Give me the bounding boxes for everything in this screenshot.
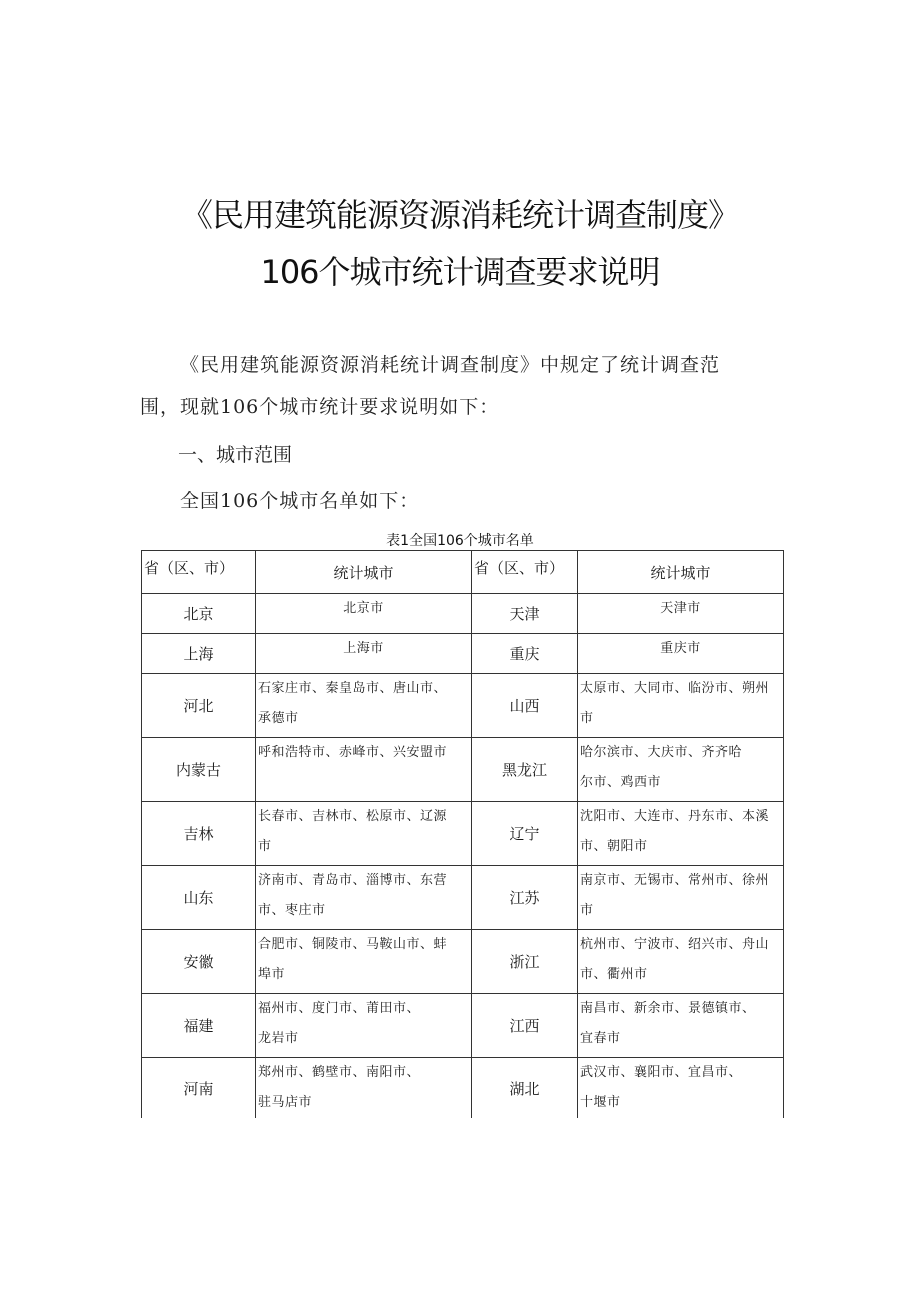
city-text: 市、衢州市 <box>580 967 648 982</box>
city-text: 南京市、无锡市、常州市、徐州 <box>580 873 770 888</box>
city-text: 哈尔滨市、大庆市、齐齐哈 <box>580 745 743 760</box>
header-cities-right: 统计城市 <box>578 551 784 594</box>
city-text: 南昌市、新余市、景德镇市、 <box>580 1001 756 1016</box>
cities-cell <box>256 866 472 930</box>
table-header-row <box>142 551 784 594</box>
cities-cell <box>578 738 784 802</box>
cities-cell <box>256 634 472 674</box>
cities-cell <box>578 634 784 674</box>
city-list-intro: 全国106个城市名单如下： <box>180 490 420 512</box>
table-row <box>142 674 784 738</box>
province-cell: 江西 <box>472 994 578 1058</box>
city-text: 呼和浩特市、赤峰市、兴安盟市 <box>258 745 448 760</box>
cities-cell <box>578 594 784 634</box>
city-text: 北京市 <box>343 601 384 616</box>
document-title-line1: 《民用建筑能源资源消耗统计调查制度》 <box>180 196 739 234</box>
city-list-table <box>141 550 784 1118</box>
province-cell: 河南 <box>142 1058 256 1119</box>
province-cell: 北京 <box>142 594 256 634</box>
city-text: 十堰市 <box>580 1095 621 1110</box>
table-row <box>142 930 784 994</box>
city-text: 驻马店市 <box>258 1095 313 1110</box>
province-cell: 山东 <box>142 866 256 930</box>
header-province-right: 省（区、市） <box>472 551 578 594</box>
cities-cell <box>578 994 784 1058</box>
province-cell: 天津 <box>472 594 578 634</box>
header-province-left: 省（区、市） <box>142 551 256 594</box>
cities-cell <box>256 1058 472 1119</box>
intro-paragraph-line1: 《民用建筑能源资源消耗统计调查制度》中规定了统计调查范 <box>180 354 721 376</box>
city-text: 市 <box>580 711 594 726</box>
province-cell: 内蒙古 <box>142 738 256 802</box>
cities-cell <box>578 802 784 866</box>
city-text: 市、朝阳市 <box>580 839 648 854</box>
province-cell: 安徽 <box>142 930 256 994</box>
city-text: 杭州市、宁波市、绍兴市、舟山 <box>580 937 770 952</box>
intro-paragraph-line2: 围，现就106个城市统计要求说明如下： <box>140 396 500 418</box>
city-text: 济南市、青岛市、淄博市、东营 <box>258 873 448 888</box>
city-text: 合肥市、铜陵市、马鞍山市、蚌 <box>258 937 448 952</box>
city-text: 市、枣庄市 <box>258 903 326 918</box>
province-cell: 浙江 <box>472 930 578 994</box>
city-text: 武汉市、襄阳市、宜昌市、 <box>580 1065 743 1080</box>
city-text: 福州市、度门市、莆田市、 <box>258 1001 421 1016</box>
table-row <box>142 866 784 930</box>
province-cell: 辽宁 <box>472 802 578 866</box>
table-caption: 表1全国106个城市名单 <box>386 533 534 549</box>
province-cell: 上海 <box>142 634 256 674</box>
table-row <box>142 1058 784 1119</box>
city-text: 石家庄市、秦皇岛市、唐山市、 <box>258 681 448 696</box>
cities-cell <box>256 802 472 866</box>
province-cell: 湖北 <box>472 1058 578 1119</box>
city-text: 沈阳市、大连市、丹东市、本溪 <box>580 809 770 824</box>
cities-cell <box>578 866 784 930</box>
city-text: 尔市、鸡西市 <box>580 775 662 790</box>
city-text: 埠市 <box>258 967 286 982</box>
city-text: 上海市 <box>343 641 384 656</box>
city-text: 承德市 <box>258 711 299 726</box>
table-row <box>142 802 784 866</box>
table-row <box>142 994 784 1058</box>
city-text: 长春市、吉林市、松原市、辽源 <box>258 809 448 824</box>
cities-cell <box>578 674 784 738</box>
city-text: 太原市、大同市、临汾市、朔州 <box>580 681 770 696</box>
city-text: 市 <box>258 839 272 854</box>
city-text: 天津市 <box>660 601 701 616</box>
province-cell: 河北 <box>142 674 256 738</box>
header-cities-left: 统计城市 <box>256 551 472 594</box>
table-row <box>142 634 784 674</box>
section-heading-city-scope: 一、城市范围 <box>178 444 293 466</box>
cities-cell <box>256 594 472 634</box>
city-text: 郑州市、鹤壁市、南阳市、 <box>258 1065 421 1080</box>
cities-cell <box>256 738 472 802</box>
table-row <box>142 594 784 634</box>
cities-cell <box>578 1058 784 1119</box>
province-cell: 吉林 <box>142 802 256 866</box>
province-cell: 山西 <box>472 674 578 738</box>
cities-cell <box>256 994 472 1058</box>
city-text: 宜春市 <box>580 1031 621 1046</box>
cities-cell <box>578 930 784 994</box>
cities-cell <box>256 674 472 738</box>
province-cell: 黑龙江 <box>472 738 578 802</box>
city-text: 龙岩市 <box>258 1031 299 1046</box>
cities-cell <box>256 930 472 994</box>
province-cell: 福建 <box>142 994 256 1058</box>
province-cell: 江苏 <box>472 866 578 930</box>
province-cell: 重庆 <box>472 634 578 674</box>
table-row <box>142 738 784 802</box>
city-text: 市 <box>580 903 594 918</box>
city-text: 重庆市 <box>660 641 701 656</box>
document-title-line2: 106个城市统计调查要求说明 <box>260 253 660 291</box>
